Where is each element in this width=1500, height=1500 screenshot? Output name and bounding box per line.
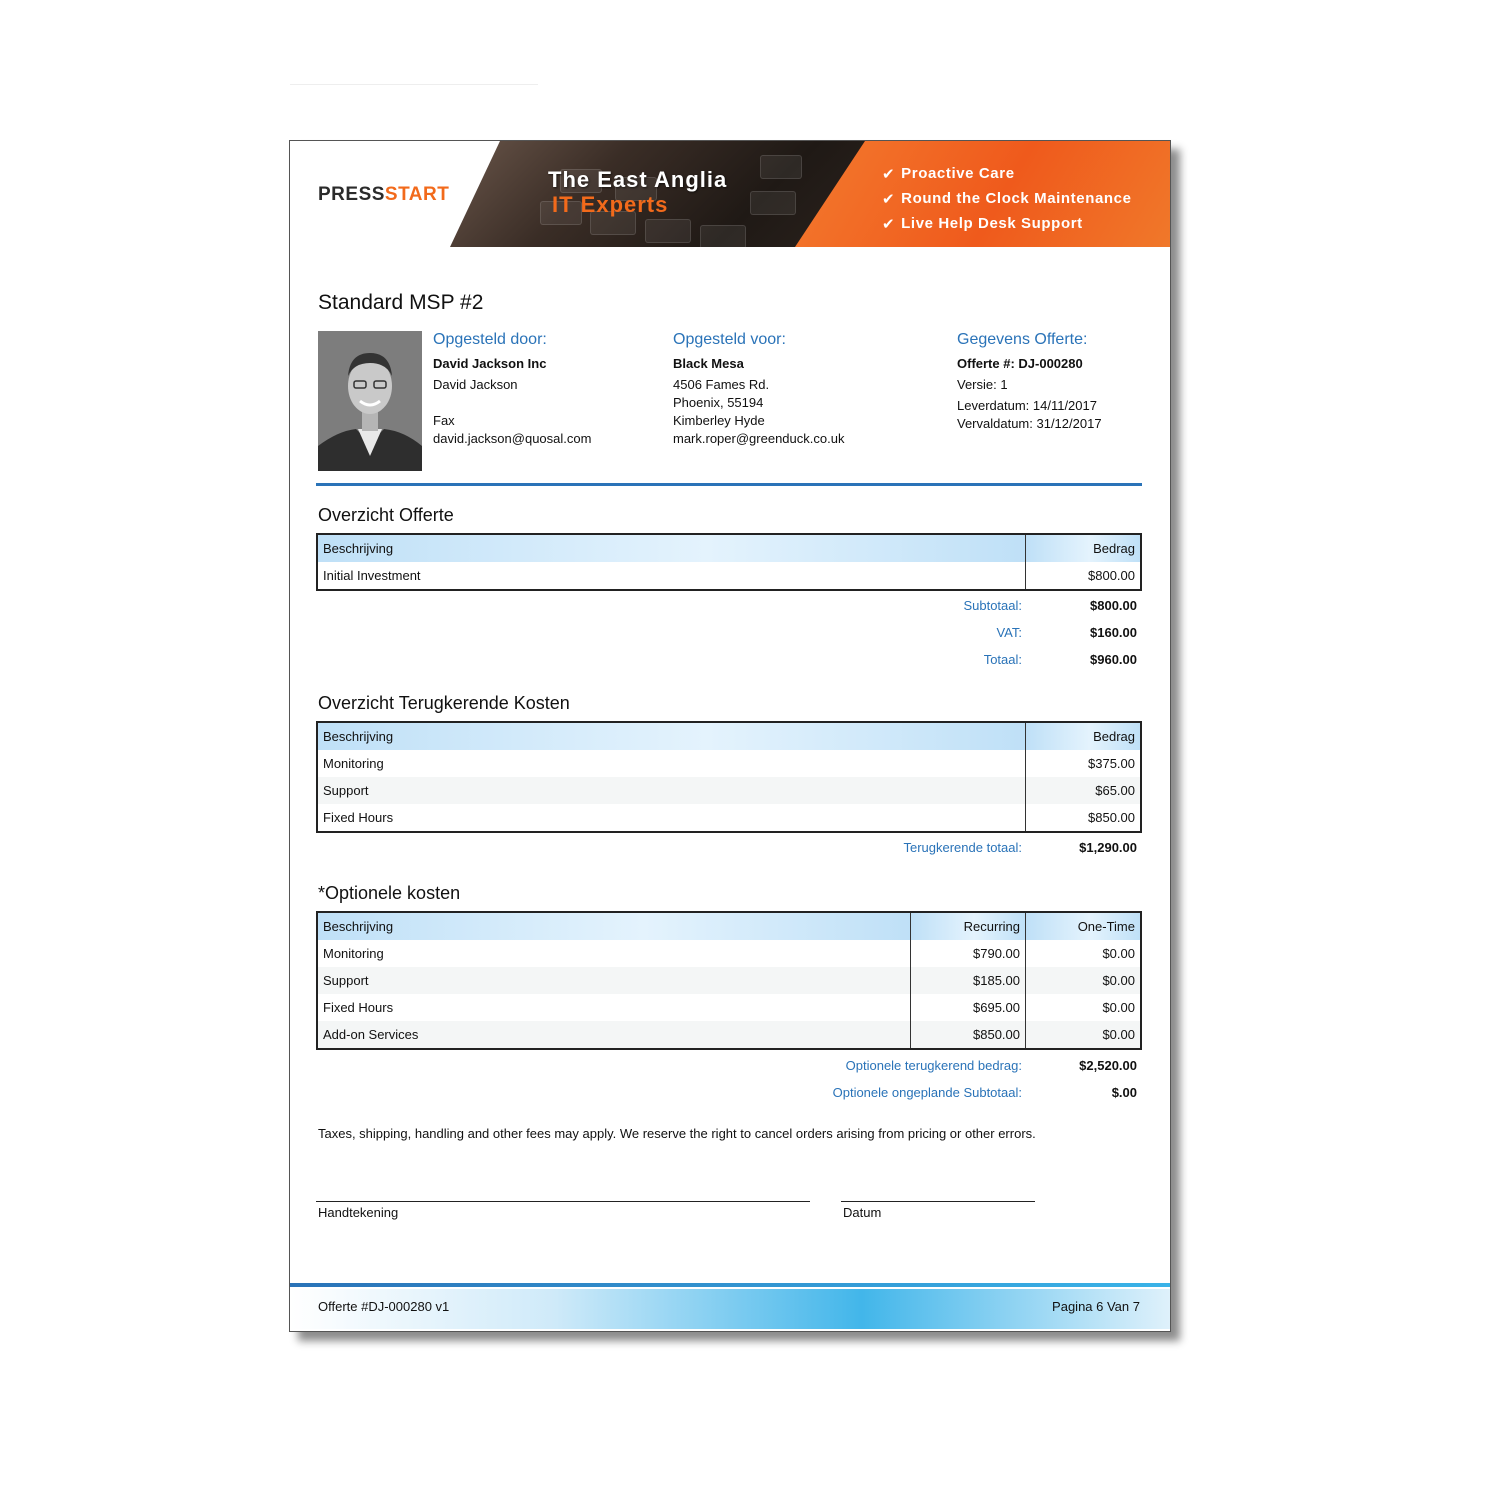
author-photo xyxy=(318,331,422,471)
table-row: Monitoring $790.00 $0.00 xyxy=(317,940,1141,967)
author-email[interactable]: david.jackson@quosal.com xyxy=(433,431,592,446)
prepared-by: Opgesteld door: David Jackson Inc David Jackson Fax david.jackson@quosal.com xyxy=(433,331,592,446)
quote-title: Standard MSP #2 xyxy=(318,291,484,314)
check-icon: ✔ xyxy=(882,215,896,233)
press-start-logo: PRESSSTART xyxy=(318,184,450,205)
banner-tagline-2: IT Experts xyxy=(552,192,669,217)
quote-info: Gegevens Offerte: Offerte #: DJ-000280 Versie: 1 Leverdatum: 14/11/2017 Vervaldatum: 31/12/2017 xyxy=(957,331,1102,431)
overview-table xyxy=(316,533,1142,591)
table-header: Beschrijving Bedrag xyxy=(317,722,1141,750)
table-row: Monitoring $375.00 xyxy=(317,750,1141,777)
banner-bullet: ✔ Live Help Desk Support xyxy=(882,215,1083,233)
footer-page-number: Pagina 6 Van 7 xyxy=(1052,1299,1140,1314)
client-email[interactable]: mark.roper@greenduck.co.uk xyxy=(673,431,845,446)
table-row: Fixed Hours $850.00 xyxy=(317,804,1141,832)
date-line[interactable] xyxy=(841,1201,1035,1202)
optional-totals: Optionele terugkerend bedrag: $2,520.00 Optionele ongeplande Subtotaal: $.00 xyxy=(832,1058,1137,1100)
signature-label: Handtekening xyxy=(318,1205,399,1220)
header-banner xyxy=(290,141,1170,247)
table-header: Beschrijving Bedrag xyxy=(317,534,1141,562)
table-row: Support $65.00 xyxy=(317,777,1141,804)
banner-bullet: ✔ Round the Clock Maintenance xyxy=(882,190,1132,208)
optional-title: *Optionele kosten xyxy=(318,883,461,903)
decorative-line xyxy=(290,84,538,85)
check-icon: ✔ xyxy=(882,165,896,183)
banner-tagline-1: The East Anglia xyxy=(548,167,728,192)
banner-bullet: ✔ Proactive Care xyxy=(882,165,1015,183)
signature-line[interactable] xyxy=(316,1201,810,1202)
section-divider xyxy=(316,483,1142,486)
optional-table xyxy=(316,911,1142,1050)
page-footer xyxy=(290,1289,1170,1329)
recurring-table xyxy=(316,721,1142,833)
overview-title: Overzicht Offerte xyxy=(318,505,454,525)
table-row: Add-on Services $850.00 $0.00 xyxy=(317,1021,1141,1049)
table-row: Fixed Hours $695.00 $0.00 xyxy=(317,994,1141,1021)
overview-totals: Subtotaal: $800.00 VAT: $160.00 Totaal: $960.00 xyxy=(963,598,1137,667)
check-icon: ✔ xyxy=(882,190,896,208)
recurring-title: Overzicht Terugkerende Kosten xyxy=(318,693,570,713)
table-row: Initial Investment $800.00 xyxy=(317,562,1141,590)
table-row: Support $185.00 $0.00 xyxy=(317,967,1141,994)
date-label: Datum xyxy=(843,1205,882,1220)
table-header: Beschrijving Recurring One-Time xyxy=(317,912,1141,940)
footer-quote-ref: Offerte #DJ-000280 v1 xyxy=(318,1299,450,1314)
prepared-for: Opgesteld voor: Black Mesa 4506 Fames Rd. Phoenix, 55194 Kimberley Hyde mark.roper@greenduck.co.uk xyxy=(673,331,845,446)
disclaimer-text: Taxes, shipping, handling and other fees may apply. We reserve the right to cancel orders arising from pricing or other errors. xyxy=(318,1126,1036,1141)
banner-bullets xyxy=(882,161,1132,236)
recurring-totals: Terugkerende totaal: $1,290.00 xyxy=(903,840,1137,855)
footer-divider xyxy=(290,1283,1170,1287)
quote-page xyxy=(289,140,1171,1332)
